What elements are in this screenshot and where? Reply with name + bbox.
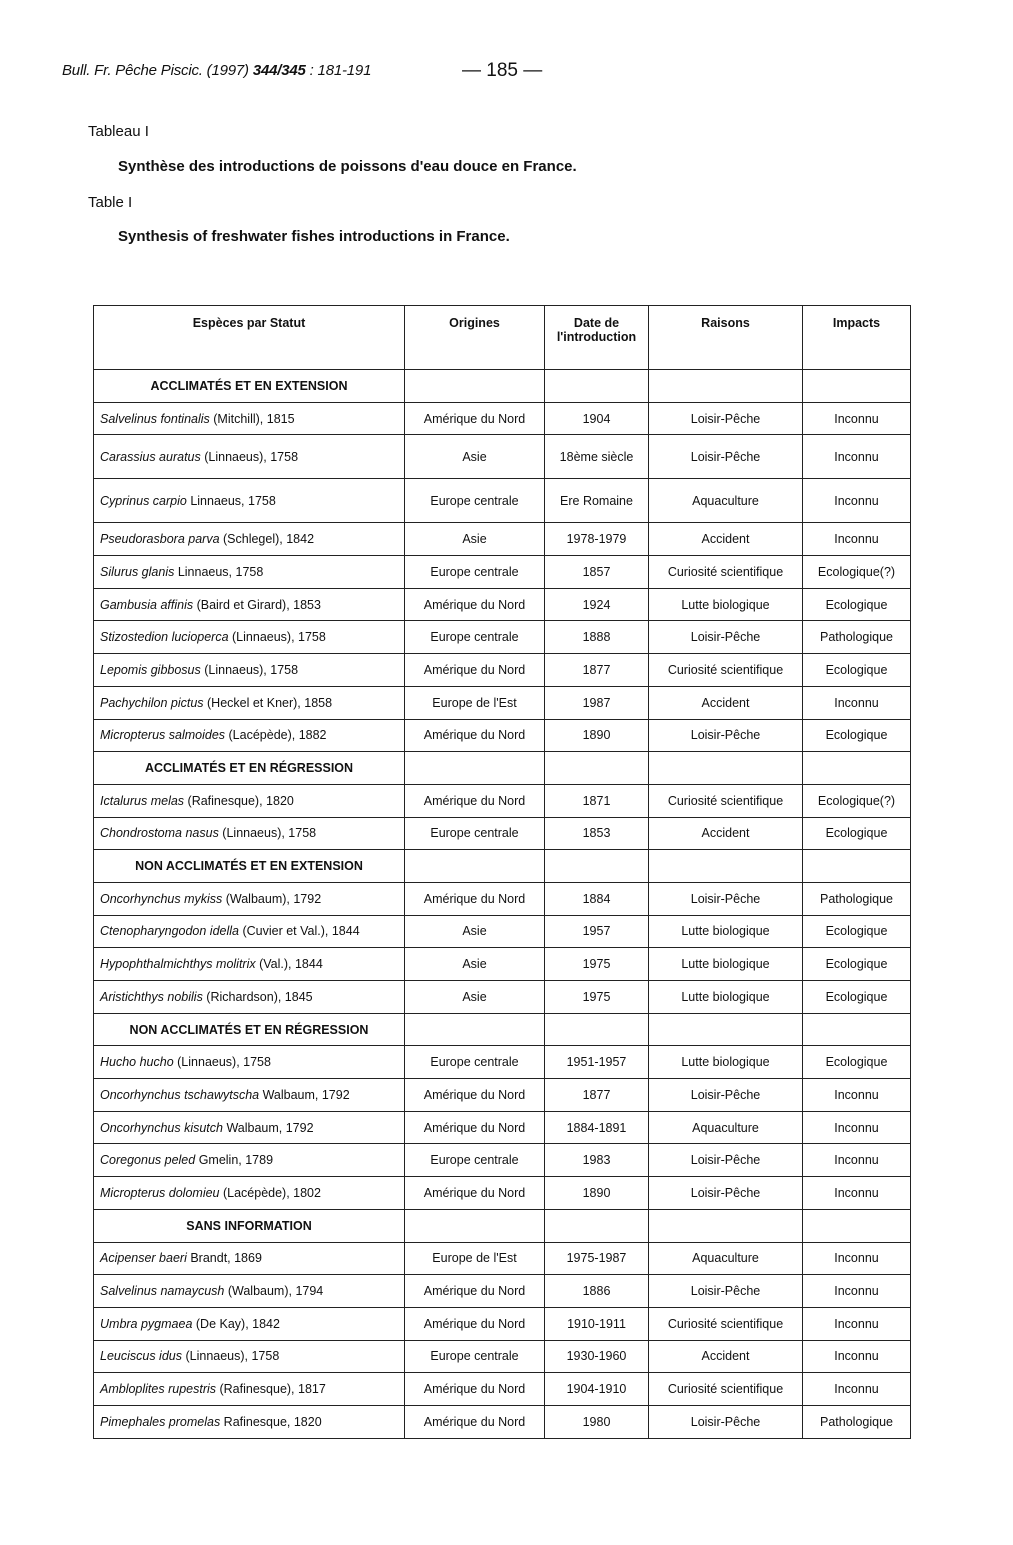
empty-cell	[803, 1013, 911, 1046]
species-name: Salvelinus namaycush	[100, 1284, 225, 1299]
reason-cell: Aquaculture	[649, 1111, 803, 1144]
table-row	[94, 1275, 911, 1308]
journal-citation: Bull. Fr. Pêche Piscic. (1997)	[62, 62, 253, 79]
species-cell	[94, 1307, 405, 1340]
empty-cell	[405, 752, 545, 785]
group-row	[94, 850, 911, 883]
date-cell: Ere Romaine	[545, 479, 649, 523]
species-author: (Walbaum), 1792	[222, 891, 322, 906]
date-cell: 1975	[545, 948, 649, 981]
empty-cell	[649, 370, 803, 403]
reason-cell: Lutte biologique	[649, 915, 803, 948]
date-cell: 1890	[545, 719, 649, 752]
impact-cell: Pathologique	[803, 621, 911, 654]
table-row	[94, 1079, 911, 1112]
column-header-reason: Raisons	[649, 306, 803, 370]
empty-cell	[545, 752, 649, 785]
species-cell	[94, 719, 405, 752]
group-row	[94, 1209, 911, 1242]
date-cell: 1951-1957	[545, 1046, 649, 1079]
reason-cell: Loisir-Pêche	[649, 1079, 803, 1112]
species-cell	[94, 784, 405, 817]
reason-cell: Accident	[649, 523, 803, 556]
impact-cell: Ecologique	[803, 915, 911, 948]
impact-cell: Pathologique	[803, 882, 911, 915]
origin-cell: Amérique du Nord	[405, 719, 545, 752]
page-number: — 185 —	[462, 60, 543, 81]
origin-cell: Asie	[405, 948, 545, 981]
journal-pages: : 181-191	[305, 62, 372, 79]
date-cell: 1975-1987	[545, 1242, 649, 1275]
table-row	[94, 882, 911, 915]
species-author: Rafinesque, 1820	[220, 1414, 322, 1429]
species-name: Coregonus peled	[100, 1153, 196, 1168]
reason-cell: Aquaculture	[649, 479, 803, 523]
species-name: Oncorhynchus tschawytscha	[100, 1087, 260, 1102]
date-cell: 1978-1979	[545, 523, 649, 556]
impact-cell: Inconnu	[803, 1307, 911, 1340]
species-author: Walbaum, 1792	[222, 1120, 314, 1135]
impact-cell: Ecologique(?)	[803, 556, 911, 589]
table-row	[94, 1046, 911, 1079]
date-cell: 18ème siècle	[545, 435, 649, 479]
origin-cell: Europe centrale	[405, 1340, 545, 1373]
impact-cell: Inconnu	[803, 1177, 911, 1210]
group-row	[94, 370, 911, 403]
origin-cell: Europe de l'Est	[405, 686, 545, 719]
reason-cell: Curiosité scientifique	[649, 556, 803, 589]
origin-cell: Europe centrale	[405, 621, 545, 654]
species-cell	[94, 402, 405, 435]
species-name: Silurus glanis	[100, 564, 175, 579]
group-title: ACCLIMATÉS ET EN EXTENSION	[94, 370, 405, 403]
origin-cell: Amérique du Nord	[405, 588, 545, 621]
table-row	[94, 402, 911, 435]
origin-cell: Amérique du Nord	[405, 1079, 545, 1112]
reason-cell: Lutte biologique	[649, 1046, 803, 1079]
date-cell: 1930-1960	[545, 1340, 649, 1373]
species-name: Micropterus salmoides	[100, 728, 226, 743]
table-body	[94, 370, 911, 1439]
reason-cell: Curiosité scientifique	[649, 1307, 803, 1340]
group-title: SANS INFORMATION	[94, 1209, 405, 1242]
origin-cell: Amérique du Nord	[405, 654, 545, 687]
species-cell	[94, 1405, 405, 1438]
species-cell	[94, 1340, 405, 1373]
date-cell: 1890	[545, 1177, 649, 1210]
species-name: Aristichthys nobilis	[100, 989, 203, 1004]
reason-cell: Aquaculture	[649, 1242, 803, 1275]
impact-cell: Inconnu	[803, 402, 911, 435]
table-row	[94, 1177, 911, 1210]
empty-cell	[803, 752, 911, 785]
impact-cell: Inconnu	[803, 435, 911, 479]
table-row	[94, 784, 911, 817]
species-author: (Richardson), 1845	[202, 989, 313, 1004]
empty-cell	[649, 1013, 803, 1046]
table-row	[94, 915, 911, 948]
impact-cell: Inconnu	[803, 479, 911, 523]
impact-cell: Inconnu	[803, 686, 911, 719]
species-cell	[94, 556, 405, 589]
column-header-species: Espèces par Statut	[94, 306, 405, 370]
impact-cell: Inconnu	[803, 1144, 911, 1177]
species-cell	[94, 1177, 405, 1210]
reason-cell: Curiosité scientifique	[649, 654, 803, 687]
table-row	[94, 654, 911, 687]
reason-cell: Loisir-Pêche	[649, 402, 803, 435]
date-cell: 1910-1911	[545, 1307, 649, 1340]
origin-cell: Amérique du Nord	[405, 1307, 545, 1340]
table-row	[94, 1405, 911, 1438]
date-cell: 1884	[545, 882, 649, 915]
species-name: Ictalurus melas	[100, 793, 185, 808]
origin-cell: Europe centrale	[405, 1144, 545, 1177]
group-title: NON ACCLIMATÉS ET EN RÉGRESSION	[94, 1013, 405, 1046]
reason-cell: Lutte biologique	[649, 948, 803, 981]
species-name: Leuciscus idus	[100, 1349, 182, 1364]
origin-cell: Amérique du Nord	[405, 784, 545, 817]
species-cell	[94, 1275, 405, 1308]
species-author: Brandt, 1869	[186, 1251, 262, 1266]
table-row	[94, 435, 911, 479]
impact-cell: Ecologique	[803, 654, 911, 687]
date-cell: 1924	[545, 588, 649, 621]
species-name: Oncorhynchus kisutch	[100, 1120, 223, 1135]
table-label-en: Table I	[88, 194, 133, 211]
species-name: Ambloplites rupestris	[100, 1382, 217, 1397]
species-cell	[94, 948, 405, 981]
species-author: (Lacépède), 1802	[219, 1185, 321, 1200]
species-name: Salvelinus fontinalis	[100, 411, 210, 426]
table-row	[94, 479, 911, 523]
table-row	[94, 948, 911, 981]
empty-cell	[545, 850, 649, 883]
species-cell	[94, 686, 405, 719]
impact-cell: Ecologique	[803, 817, 911, 850]
empty-cell	[803, 850, 911, 883]
species-cell	[94, 1373, 405, 1406]
species-cell	[94, 1046, 405, 1079]
empty-cell	[545, 1013, 649, 1046]
table-label-fr: Tableau I	[88, 123, 149, 140]
origin-cell: Europe de l'Est	[405, 1242, 545, 1275]
table-row	[94, 1242, 911, 1275]
impact-cell: Inconnu	[803, 1242, 911, 1275]
column-header-impact: Impacts	[803, 306, 911, 370]
table-row	[94, 1111, 911, 1144]
table-row	[94, 588, 911, 621]
origin-cell: Europe centrale	[405, 817, 545, 850]
table-row	[94, 1144, 911, 1177]
impact-cell: Inconnu	[803, 1111, 911, 1144]
empty-cell	[405, 370, 545, 403]
empty-cell	[405, 850, 545, 883]
species-cell	[94, 1079, 405, 1112]
empty-cell	[405, 1209, 545, 1242]
empty-cell	[545, 370, 649, 403]
species-cell	[94, 621, 405, 654]
empty-cell	[649, 850, 803, 883]
species-author: (Linnaeus), 1758	[228, 630, 326, 645]
species-name: Micropterus dolomieu	[100, 1185, 220, 1200]
origin-cell: Asie	[405, 981, 545, 1014]
table-row	[94, 1307, 911, 1340]
species-cell	[94, 588, 405, 621]
origin-cell: Europe centrale	[405, 556, 545, 589]
species-author: Linnaeus, 1758	[186, 493, 276, 508]
table-row	[94, 686, 911, 719]
species-author: (Linnaeus), 1758	[218, 826, 317, 841]
impact-cell: Ecologique	[803, 719, 911, 752]
table-row	[94, 556, 911, 589]
empty-cell	[649, 752, 803, 785]
species-cell	[94, 654, 405, 687]
date-cell: 1888	[545, 621, 649, 654]
group-row	[94, 1013, 911, 1046]
table-row	[94, 621, 911, 654]
introductions-table	[93, 305, 911, 1439]
date-cell: 1983	[545, 1144, 649, 1177]
species-cell	[94, 915, 405, 948]
species-name: Stizostedion lucioperca	[100, 630, 229, 645]
reason-cell: Loisir-Pêche	[649, 719, 803, 752]
empty-cell	[803, 1209, 911, 1242]
species-author: (Mitchill), 1815	[209, 411, 295, 426]
origin-cell: Amérique du Nord	[405, 402, 545, 435]
date-cell: 1975	[545, 981, 649, 1014]
reason-cell: Loisir-Pêche	[649, 1177, 803, 1210]
reason-cell: Lutte biologique	[649, 981, 803, 1014]
impact-cell: Ecologique	[803, 1046, 911, 1079]
empty-cell	[405, 1013, 545, 1046]
species-author: Walbaum, 1792	[259, 1087, 350, 1102]
species-name: Carassius auratus	[100, 449, 201, 464]
group-row	[94, 752, 911, 785]
species-author: (De Kay), 1842	[192, 1316, 280, 1331]
species-cell	[94, 1242, 405, 1275]
origin-cell: Europe centrale	[405, 479, 545, 523]
date-cell: 1904	[545, 402, 649, 435]
date-cell: 1853	[545, 817, 649, 850]
date-cell: 1980	[545, 1405, 649, 1438]
species-name: Cyprinus carpio	[100, 493, 187, 508]
empty-cell	[803, 370, 911, 403]
impact-cell: Ecologique	[803, 981, 911, 1014]
species-name: Pseudorasbora parva	[100, 532, 220, 547]
date-cell: 1886	[545, 1275, 649, 1308]
date-cell: 1877	[545, 1079, 649, 1112]
species-name: Hucho hucho	[100, 1055, 174, 1070]
impact-cell: Inconnu	[803, 1340, 911, 1373]
species-name: Pimephales promelas	[100, 1414, 221, 1429]
impact-cell: Inconnu	[803, 1373, 911, 1406]
group-title: NON ACCLIMATÉS ET EN EXTENSION	[94, 850, 405, 883]
species-author: (Heckel et Kner), 1858	[203, 695, 333, 710]
species-author: (Linnaeus), 1758	[173, 1055, 271, 1070]
impact-cell: Ecologique	[803, 588, 911, 621]
species-author: (Linnaeus), 1758	[200, 662, 299, 677]
species-author: (Walbaum), 1794	[224, 1284, 324, 1299]
species-cell	[94, 479, 405, 523]
species-author: (Linnaeus), 1758	[182, 1349, 280, 1364]
impact-cell: Inconnu	[803, 523, 911, 556]
species-name: Ctenopharyngodon idella	[100, 924, 239, 939]
species-name: Acipenser baeri	[100, 1251, 187, 1266]
group-title: ACCLIMATÉS ET EN RÉGRESSION	[94, 752, 405, 785]
empty-cell	[545, 1209, 649, 1242]
table-title-fr: Synthèse des introductions de poissons d'eau douce en France.	[118, 158, 577, 175]
impact-cell: Ecologique	[803, 948, 911, 981]
species-author: Linnaeus, 1758	[174, 564, 264, 579]
species-name: Gambusia affinis	[100, 597, 194, 612]
species-cell	[94, 817, 405, 850]
species-author: Gmelin, 1789	[195, 1153, 274, 1168]
species-cell	[94, 1144, 405, 1177]
reason-cell: Loisir-Pêche	[649, 621, 803, 654]
reason-cell: Accident	[649, 817, 803, 850]
species-name: Umbra pygmaea	[100, 1316, 193, 1331]
species-author: (Baird et Girard), 1853	[193, 597, 321, 612]
table-row	[94, 1340, 911, 1373]
origin-cell: Asie	[405, 915, 545, 948]
impact-cell: Pathologique	[803, 1405, 911, 1438]
date-cell: 1857	[545, 556, 649, 589]
date-cell: 1871	[545, 784, 649, 817]
species-author: (Lacépède), 1882	[225, 728, 327, 743]
origin-cell: Asie	[405, 435, 545, 479]
origin-cell: Amérique du Nord	[405, 1373, 545, 1406]
table-row	[94, 719, 911, 752]
origin-cell: Amérique du Nord	[405, 882, 545, 915]
species-author: (Cuvier et Val.), 1844	[239, 924, 360, 939]
impact-cell: Ecologique(?)	[803, 784, 911, 817]
reason-cell: Loisir-Pêche	[649, 1275, 803, 1308]
species-name: Hypophthalmichthys molitrix	[100, 957, 256, 972]
date-cell: 1987	[545, 686, 649, 719]
species-author: (Val.), 1844	[255, 957, 323, 972]
origin-cell: Amérique du Nord	[405, 1111, 545, 1144]
table-title-en: Synthesis of freshwater fishes introductions in France.	[118, 228, 510, 245]
reason-cell: Loisir-Pêche	[649, 1405, 803, 1438]
date-cell: 1884-1891	[545, 1111, 649, 1144]
table-row	[94, 523, 911, 556]
species-name: Oncorhynchus mykiss	[100, 891, 223, 906]
species-cell	[94, 435, 405, 479]
impact-cell: Inconnu	[803, 1079, 911, 1112]
impact-cell: Inconnu	[803, 1275, 911, 1308]
species-cell	[94, 523, 405, 556]
reason-cell: Curiosité scientifique	[649, 1373, 803, 1406]
table-row	[94, 817, 911, 850]
origin-cell: Asie	[405, 523, 545, 556]
species-name: Lepomis gibbosus	[100, 662, 201, 677]
origin-cell: Amérique du Nord	[405, 1177, 545, 1210]
date-cell: 1957	[545, 915, 649, 948]
species-author: (Linnaeus), 1758	[200, 449, 299, 464]
journal-volume: 344/345	[252, 62, 306, 79]
species-cell	[94, 981, 405, 1014]
species-cell	[94, 882, 405, 915]
species-cell	[94, 1111, 405, 1144]
origin-cell: Amérique du Nord	[405, 1275, 545, 1308]
column-header-origin: Origines	[405, 306, 545, 370]
species-author: (Rafinesque), 1820	[184, 793, 294, 808]
reason-cell: Accident	[649, 1340, 803, 1373]
origin-cell: Europe centrale	[405, 1046, 545, 1079]
species-author: (Rafinesque), 1817	[216, 1382, 326, 1397]
empty-cell	[649, 1209, 803, 1242]
table-row	[94, 1373, 911, 1406]
reason-cell: Curiosité scientifique	[649, 784, 803, 817]
date-cell: 1877	[545, 654, 649, 687]
date-cell: 1904-1910	[545, 1373, 649, 1406]
table-header-row	[94, 306, 911, 370]
species-author: (Schlegel), 1842	[219, 532, 315, 547]
reason-cell: Accident	[649, 686, 803, 719]
column-header-date: Date de l'introduction	[545, 306, 649, 370]
reason-cell: Loisir-Pêche	[649, 435, 803, 479]
species-name: Chondrostoma nasus	[100, 826, 219, 841]
table-row	[94, 981, 911, 1014]
reason-cell: Loisir-Pêche	[649, 882, 803, 915]
origin-cell: Amérique du Nord	[405, 1405, 545, 1438]
reason-cell: Lutte biologique	[649, 588, 803, 621]
reason-cell: Loisir-Pêche	[649, 1144, 803, 1177]
running-head	[62, 62, 371, 79]
species-name: Pachychilon pictus	[100, 695, 204, 710]
